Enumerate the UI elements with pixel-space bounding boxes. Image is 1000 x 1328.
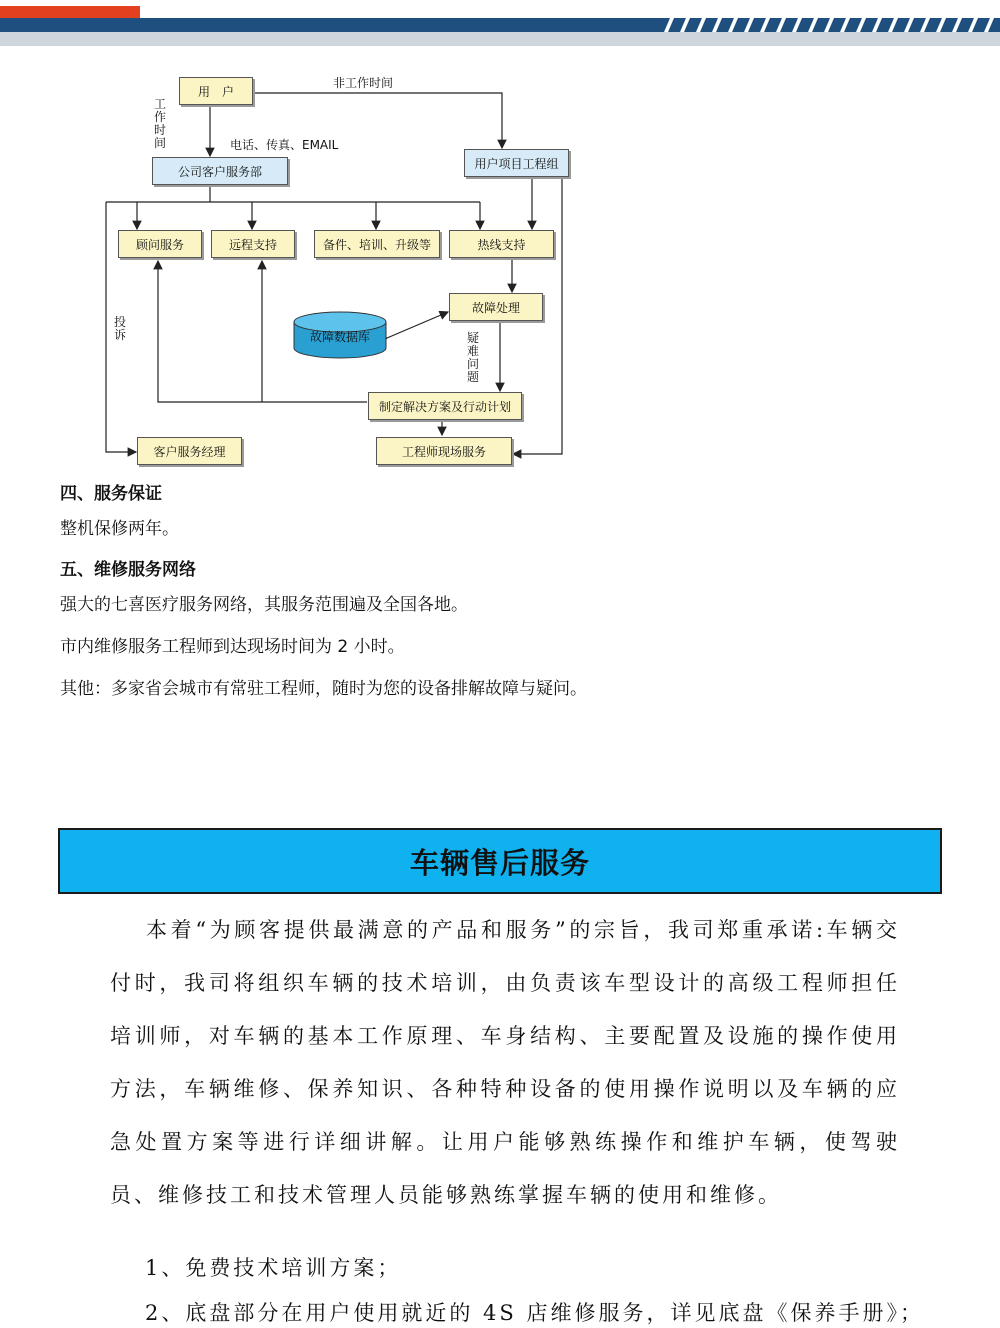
hotline-box: 热线支持 — [449, 230, 554, 258]
intro-paragraph: 本着“为顾客提供最满意的产品和服务”的宗旨，我司郑重承诺:车辆交付时，我司将组织车辆的技术培训，由负责该车型设计的高级工程师担任培训师，对车辆的基本工作原理、车身结构、主要配置及设施的操作使用方法，车辆维修、保养知识、各种特种设备的使用操作说明以及车辆的应急处置方案等进行详细讲解。让用户能够熟练操作和维护车辆，使驾驶员、维修技工和技术管理人员能够熟练掌握车辆的使用和维修。 — [110, 918, 900, 1207]
onsite-service-box: 工程师现场服务 — [376, 437, 512, 465]
project-team-box: 用户项目工程组 — [464, 149, 569, 177]
spare-parts-box: 备件、培训、升级等 — [314, 230, 440, 258]
work-hours-label: 工作时间 — [153, 97, 166, 150]
section-banner — [58, 828, 942, 894]
banner-title: 车辆售后服务 — [409, 845, 590, 880]
list-item: 2、底盘部分在用户使用就近的 4S 店维修服务，详见底盘《保养手册》； — [145, 1301, 924, 1325]
section5-line: 其他：多家省会城市有常驻工程师，随时为您的设备排解故障与疑问。 — [60, 679, 587, 699]
section5-line: 强大的七喜医疗服务网络，其服务范围遍及全国各地。 — [60, 595, 468, 615]
section4-text: 整机保修两年。 — [60, 519, 179, 539]
solution-plan-box: 制定解决方案及行动计划 — [368, 392, 522, 420]
top-gray-stripe — [0, 32, 1000, 46]
user-box: 用 户 — [179, 77, 253, 105]
difficult-issues-label: 疑难问题 — [466, 331, 479, 384]
list-item: 1、免费技术培训方案； — [145, 1256, 402, 1280]
consulting-box: 顾问服务 — [118, 230, 202, 258]
account-manager-box: 客户服务经理 — [137, 437, 242, 465]
top-red-stripe — [0, 6, 140, 18]
section5-line: 市内维修服务工程师到达现场时间为 2 小时。 — [60, 637, 405, 657]
section4-heading: 四、服务保证 — [60, 484, 162, 504]
fault-database-label: 故障数据库 — [310, 330, 371, 344]
hatch-pattern — [658, 18, 1000, 32]
remote-support-box: 远程支持 — [211, 230, 295, 258]
non-work-hours-label: 非工作时间 — [333, 76, 394, 90]
customer-service-dept-box: 公司客户服务部 — [152, 157, 288, 185]
section5-heading: 五、维修服务网络 — [60, 560, 196, 580]
contact-methods-label: 电话、传真、EMAIL — [230, 138, 339, 152]
service-flow-diagram — [0, 60, 600, 480]
complaint-label: 投诉 — [113, 315, 126, 342]
fault-handling-box: 故障处理 — [449, 293, 543, 321]
top-decorative-bar — [0, 0, 1000, 46]
